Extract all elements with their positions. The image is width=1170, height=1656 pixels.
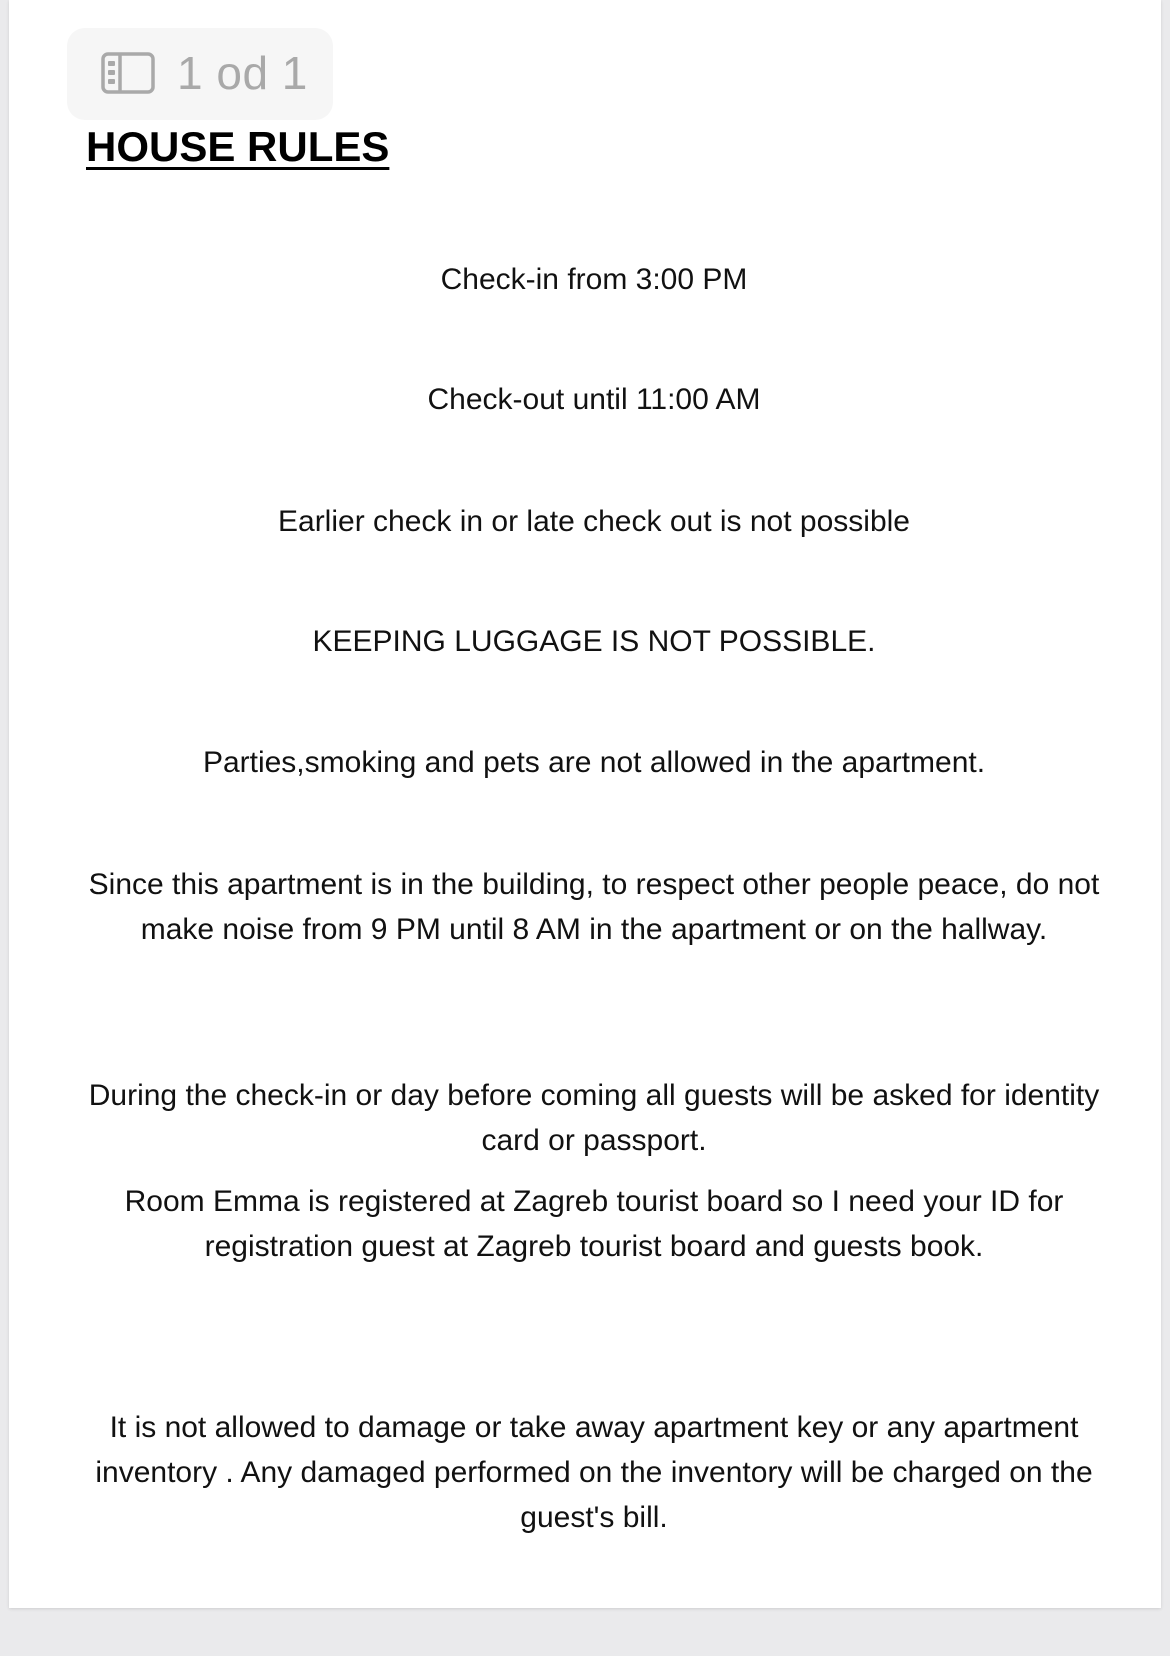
document-page[interactable] <box>9 0 1161 1608</box>
page-indicator[interactable] <box>67 28 333 120</box>
rule-parties-smoking-pets: Parties,smoking and pets are not allowed in the apartment. <box>202 746 986 779</box>
rule-check-in: Check-in from 3:00 PM <box>440 263 748 296</box>
rule-luggage: KEEPING LUGGAGE IS NOT POSSIBLE. <box>312 625 876 658</box>
page-count: 1 od 1 <box>177 47 308 99</box>
page-title: HOUSE RULES <box>86 123 390 170</box>
rule-quiet-hours: Since this apartment is in the building, to respect other people peace, do not make noise from 9 PM until 8 AM in the apartment or on the hallway. <box>88 868 1100 946</box>
rule-check-out: Check-out until 11:00 AM <box>427 383 761 416</box>
rule-early-late-check: Earlier check in or late check out is not possible <box>278 505 910 538</box>
sidebar-panel-icon <box>101 52 155 94</box>
rule-damage-inventory: It is not allowed to damage or take away apartment key or any apartment inventory . Any damaged performed on the inventory will be charged on the guest's bill. <box>95 1411 1093 1534</box>
rule-identity-card: During the check-in or day before coming all guests will be asked for identity card or passport. <box>88 1079 1100 1157</box>
rule-registration: Room Emma is registered at Zagreb tourist board so I need your ID for registration guest at Zagreb tourist board and guests book. <box>124 1185 1064 1263</box>
